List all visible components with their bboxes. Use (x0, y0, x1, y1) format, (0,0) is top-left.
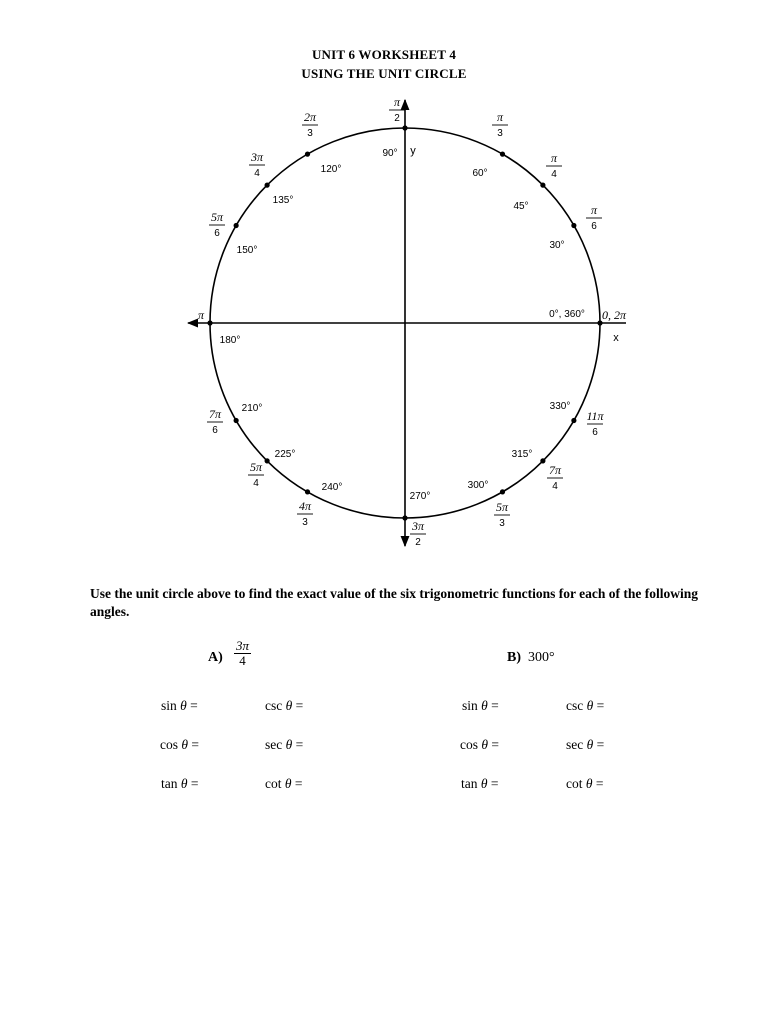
part-a-label: A) (208, 650, 223, 665)
part-b-angle: 300° (528, 650, 555, 665)
part-b-tan: tan θ = (461, 776, 499, 791)
radian-label-210-denominator: 6 (212, 425, 218, 436)
point-60 (500, 152, 505, 157)
part-a-angle-numerator: 3π (236, 638, 250, 653)
degree-label-300: 300° (467, 480, 489, 491)
radian-label-45-numerator: π (550, 151, 558, 165)
part-b-sec: sec θ = (566, 737, 605, 752)
x-axis-label: x (613, 332, 619, 344)
part-a-cos: cos θ = (160, 737, 200, 752)
unit-circle-diagram (0, 90, 768, 560)
radian-label-300-numerator: 5π (495, 500, 509, 514)
point-330 (571, 418, 576, 423)
radian-label-45 (546, 151, 562, 180)
part-b-label: B) 300° (507, 650, 555, 665)
worksheet-subtitle: USING THE UNIT CIRCLE (301, 66, 467, 81)
point-300 (500, 489, 505, 494)
radian-label-330-denominator: 6 (592, 427, 598, 438)
radian-label-210-numerator: 7π (208, 407, 222, 421)
degree-label-0: 0°, 360° (549, 309, 585, 320)
radian-label-270-denominator: 2 (415, 537, 421, 548)
radian-label-330 (586, 409, 604, 438)
radian-label-270-numerator: 3π (411, 519, 425, 533)
radian-label-225-denominator: 4 (253, 478, 259, 489)
degree-label-210: 210° (241, 403, 263, 414)
radian-label-225-numerator: 5π (249, 460, 263, 474)
point-225 (265, 458, 270, 463)
angle-marks (198, 95, 627, 548)
degree-label-120: 120° (320, 164, 342, 175)
y-axis-label: y (410, 145, 416, 157)
degree-label-150: 150° (236, 245, 258, 256)
radian-label-120-denominator: 3 (307, 128, 313, 139)
point-150 (234, 223, 239, 228)
point-135 (265, 183, 270, 188)
degree-label-225: 225° (274, 449, 296, 460)
radian-label-240-denominator: 3 (302, 517, 308, 528)
radian-label-150-denominator: 6 (214, 228, 220, 239)
point-240 (305, 489, 310, 494)
part-a-sec: sec θ = (265, 737, 304, 752)
degree-label-135: 135° (272, 195, 294, 206)
point-210 (234, 418, 239, 423)
radian-label-45-denominator: 4 (551, 169, 557, 180)
point-120 (305, 152, 310, 157)
degree-label-180: 180° (219, 335, 241, 346)
radian-label-240-numerator: 4π (298, 499, 312, 513)
degree-label-45: 45° (513, 201, 529, 212)
part-b-cot: cot θ = (566, 776, 604, 791)
radian-label-60-numerator: π (496, 110, 504, 124)
radian-label-330-numerator: 11π (586, 409, 604, 423)
radian-label-315 (547, 463, 563, 492)
radian-label-300-denominator: 3 (499, 518, 505, 529)
degree-label-330: 330° (549, 401, 571, 412)
radian-label-120 (302, 110, 318, 139)
radian-label-60-denominator: 3 (497, 128, 503, 139)
radian-label-210 (207, 407, 223, 436)
degree-label-240: 240° (321, 482, 343, 493)
radian-label-135-denominator: 4 (254, 168, 260, 179)
part-a-cot: cot θ = (265, 776, 303, 791)
radian-label-135 (249, 150, 265, 179)
radian-label-150 (209, 210, 225, 239)
radian-label-60 (492, 110, 508, 139)
degree-label-270: 270° (409, 491, 431, 502)
point-90 (402, 125, 407, 130)
part-a-angle-denominator: 4 (239, 653, 246, 668)
radian-label-90-denominator: 2 (394, 113, 400, 124)
part-b-cos: cos θ = (460, 737, 500, 752)
degree-label-315: 315° (511, 449, 533, 460)
radian-label-30 (586, 203, 602, 232)
worksheet-title: UNIT 6 WORKSHEET 4 (311, 47, 457, 62)
radian-label-315-numerator: 7π (548, 463, 562, 477)
point-180 (207, 320, 212, 325)
part-b-sin: sin θ = (462, 698, 499, 713)
point-45 (540, 183, 545, 188)
point-270 (402, 515, 407, 520)
radian-label-90 (389, 95, 405, 124)
point-30 (571, 223, 576, 228)
radian-label-90-numerator: π (393, 95, 401, 109)
point-315 (540, 458, 545, 463)
radian-label-270 (410, 519, 426, 548)
radian-label-120-numerator: 2π (303, 110, 317, 124)
instructions-text: Use the unit circle above to find the exact value of the six trigonometric functions for each of the following angles. (90, 586, 699, 619)
radian-label-300 (494, 500, 510, 529)
part-a-angle (234, 639, 251, 668)
radian-label-315-denominator: 4 (552, 481, 558, 492)
radian-label-225 (248, 460, 264, 489)
radian-label-30-denominator: 6 (591, 221, 597, 232)
radian-label-0: 0, 2π (601, 308, 627, 322)
degree-label-90: 90° (382, 148, 398, 159)
radian-label-150-numerator: 5π (210, 210, 224, 224)
radian-label-135-numerator: 3π (250, 150, 264, 164)
part-a-tan: tan θ = (161, 776, 199, 791)
part-a-sin: sin θ = (161, 698, 198, 713)
degree-label-60: 60° (472, 168, 488, 179)
part-a-csc: csc θ = (265, 698, 304, 713)
radian-label-240 (297, 499, 313, 528)
part-b-csc: csc θ = (566, 698, 605, 713)
radian-label-30-numerator: π (590, 203, 598, 217)
degree-label-30: 30° (549, 240, 565, 251)
radian-label-180: π (197, 308, 205, 322)
